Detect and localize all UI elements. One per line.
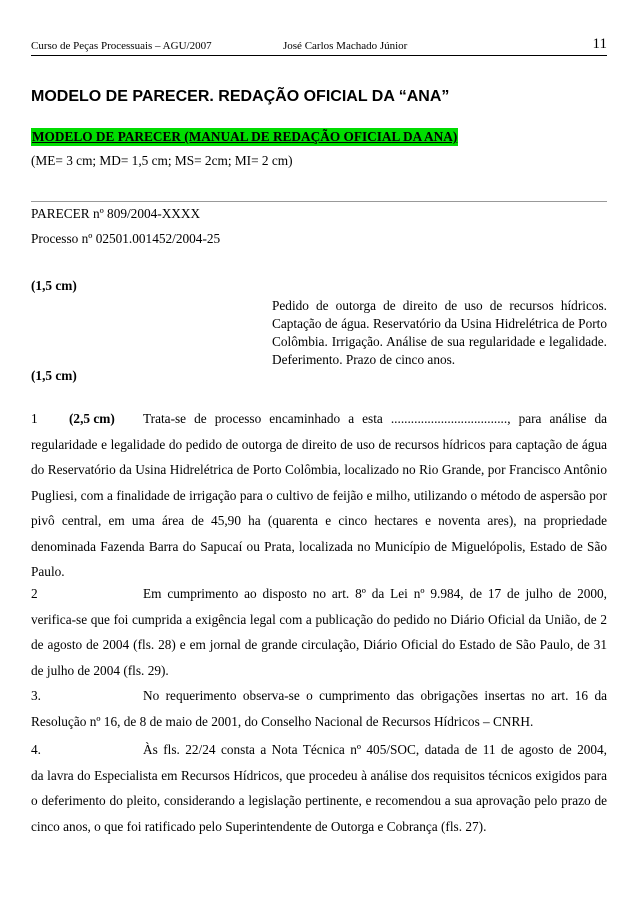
highlighted-subtitle: MODELO DE PARECER (MANUAL DE REDAÇÃO OFICIAL DA ANA) [32, 129, 458, 144]
paragraph-1 [31, 406, 607, 585]
paragraph-1-number: 1 [31, 411, 38, 426]
spacing-label-2: (1,5 cm) [31, 368, 77, 383]
paragraph-2 [31, 581, 607, 683]
parecer-number: PARECER nº 809/2004-XXXX [31, 206, 201, 221]
page-title: MODELO DE PARECER. REDAÇÃO OFICIAL DA “ANA” [31, 88, 450, 105]
paragraph-4-number: 4. [31, 742, 41, 757]
processo-number: Processo nº 02501.001452/2004-25 [31, 231, 221, 246]
paragraph-2-number: 2 [31, 586, 38, 601]
margins-note: (ME= 3 cm; MD= 1,5 cm; MS= 2cm; MI= 2 cm) [31, 153, 293, 168]
paragraph-1-first-text: Trata-se de processo encaminhado a esta ..................................., para análise da [143, 411, 607, 426]
ementa: Pedido de outorga de direito de uso de recursos hídricos. Captação de água. Reservatório da Usina Hidrelétrica de Porto Colômbia. Irrigação. Análise de sua regularidade e legalidade. Deferimento. Prazo de cinco anos. [272, 298, 607, 367]
paragraph-3-first-line [31, 683, 607, 709]
paragraph-3-first-text: No requerimento observa-se o cumprimento das obrigações insertas no art. 16 da [143, 688, 607, 703]
header-course: Curso de Peças Processuais – AGU/2007 [31, 40, 212, 52]
paragraph-4-first-line [31, 737, 607, 763]
page-header [31, 29, 607, 56]
spacing-label-1: (1,5 cm) [31, 278, 77, 293]
paragraph-2-first-text: Em cumprimento ao disposto no art. 8º da Lei nº 9.984, de 17 de julho de 2000, [143, 586, 607, 601]
divider [31, 201, 607, 202]
paragraph-3-text: Resolução nº 16, de 8 de maio de 2001, do Conselho Nacional de Recursos Hídricos – CNRH. [31, 713, 534, 729]
paragraph-2-first-line [31, 581, 607, 607]
paragraph-3-number: 3. [31, 688, 41, 703]
paragraph-3 [31, 683, 607, 734]
paragraph-4-first-text: Às fls. 22/24 consta a Nota Técnica nº 405/SOC, datada de 11 de agosto de 2004, [143, 742, 607, 757]
header-author: José Carlos Machado Júnior [283, 40, 408, 52]
paragraph-4-text: da lavra do Especialista em Recursos Hídricos, que procedeu à análise dos requisitos técnicos exigidos para o deferimento do pleito, considerando a legislação pertinente, e recomendou a sua aprovação pelo prazo de cinco anos, o que foi ratificado pelo Superintendente de Outorga e Cobrança (fls. 27). [31, 767, 607, 834]
paragraph-4 [31, 737, 607, 839]
paragraph-1-indent-label: (2,5 cm) [69, 411, 115, 426]
paragraph-1-first-line [31, 406, 607, 432]
page-number: 11 [592, 36, 607, 52]
paragraph-1-text: regularidade e legalidade do pedido de outorga de direito de uso de recursos hídricos para captação de água do Reservatório da Usina Hidrelétrica de Porto Colômbia, localizado no Rio Grande, por Francisco Antônio Pugliesi, com a finalidade de irrigação para o cultivo de feijão e milho, utilizando o método de aspersão por pivô central, em uma área de 45,90 ha (quarenta e cinco hectares e noventa ares), na propriedade denominada Fazenda Barra do Sapucaí ou Prata, localizada no Município de Miguelópolis, Estado de São Paulo. [31, 436, 607, 579]
paragraph-2-text: verifica-se que foi cumprida a exigência legal com a publicação do pedido no Diário Oficial da União, de 2 de agosto de 2004 (fls. 28) e em jornal de grande circulação, Diário Oficial do Estado de São Paulo, de 31 de julho de 2004 (fls. 29). [31, 611, 607, 678]
